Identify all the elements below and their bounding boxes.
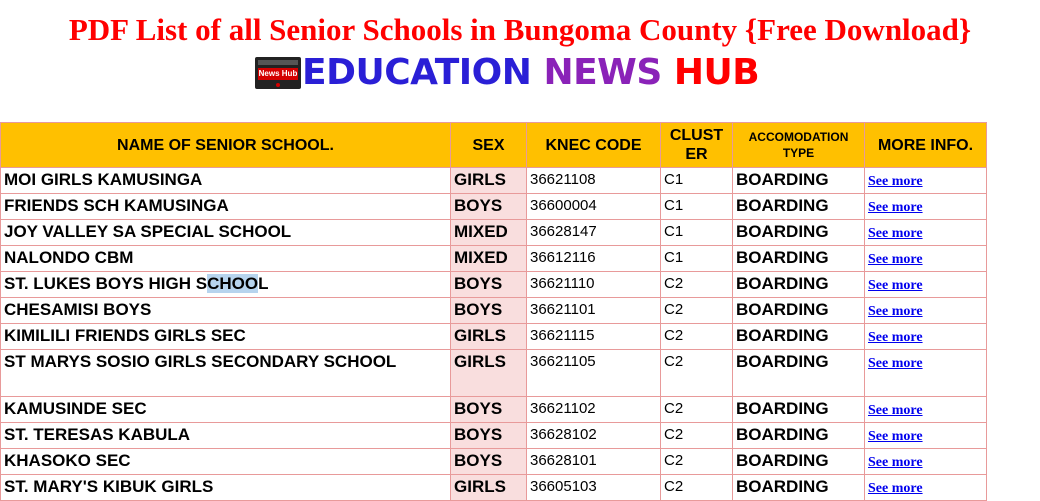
knec-code: 36628147	[527, 220, 661, 246]
accommodation-type: BOARDING	[733, 194, 865, 220]
school-sex: BOYS	[451, 194, 527, 220]
see-more-link[interactable]: See more	[868, 356, 923, 371]
see-more-link[interactable]: See more	[868, 200, 923, 215]
table-row	[1, 475, 987, 501]
see-more-link[interactable]: See more	[868, 174, 923, 189]
brand-word-news: NEWS	[543, 52, 662, 93]
header-more: MORE INFO.	[865, 123, 987, 168]
see-more-link[interactable]: See more	[868, 278, 923, 293]
cluster: C2	[661, 475, 733, 501]
knec-code: 36605103	[527, 475, 661, 501]
school-sex: BOYS	[451, 298, 527, 324]
knec-code: 36621101	[527, 298, 661, 324]
knec-code: 36612116	[527, 246, 661, 272]
page-title: PDF List of all Senior Schools in Bungoma County {Free Download}	[68, 12, 972, 47]
school-name-part: L	[258, 274, 269, 293]
school-sex: GIRLS	[451, 324, 527, 350]
cluster: C1	[661, 168, 733, 194]
accommodation-type: BOARDING	[733, 220, 865, 246]
cluster: C2	[661, 449, 733, 475]
see-more-link[interactable]: See more	[868, 455, 923, 470]
accommodation-type: BOARDING	[733, 449, 865, 475]
cluster: C2	[661, 324, 733, 350]
school-name: KHASOKO SEC	[1, 449, 451, 475]
accommodation-type: BOARDING	[733, 246, 865, 272]
accommodation-type: BOARDING	[733, 397, 865, 423]
site-logo[interactable]	[0, 52, 1040, 92]
school-name: KAMUSINDE SEC	[1, 397, 451, 423]
school-name-part: ST. LUKES BOYS HIGH S	[4, 274, 208, 293]
school-name: ST. TERESAS KABULA	[1, 423, 451, 449]
header-name: NAME OF SENIOR SCHOOL.	[1, 123, 451, 168]
schools-table	[0, 122, 987, 501]
brand-word-education: EDUCATION	[302, 52, 532, 93]
school-sex: BOYS	[451, 397, 527, 423]
accommodation-type: BOARDING	[733, 475, 865, 501]
see-more-link[interactable]: See more	[868, 403, 923, 418]
cluster: C1	[661, 194, 733, 220]
table-row	[1, 220, 987, 246]
accommodation-type: BOARDING	[733, 272, 865, 298]
table-row	[1, 324, 987, 350]
see-more-link[interactable]: See more	[868, 226, 923, 241]
school-name: CHESAMISI BOYS	[1, 298, 451, 324]
knec-code: 36621108	[527, 168, 661, 194]
brand-wordmark	[302, 52, 759, 94]
accommodation-type: BOARDING	[733, 324, 865, 350]
school-name: ST. MARY'S KIBUK GIRLS	[1, 475, 451, 501]
school-name: FRIENDS SCH KAMUSINGA	[1, 194, 451, 220]
knec-code: 36628102	[527, 423, 661, 449]
text-selection-highlight: CHOO	[207, 274, 259, 293]
cluster: C1	[661, 220, 733, 246]
table-row	[1, 168, 987, 194]
knec-code: 36621102	[527, 397, 661, 423]
cluster: C2	[661, 423, 733, 449]
knec-code: 36621105	[527, 350, 661, 397]
accommodation-type: BOARDING	[733, 168, 865, 194]
table-header-row	[1, 123, 987, 168]
table-row	[1, 272, 987, 298]
table-row	[1, 423, 987, 449]
table-row	[1, 397, 987, 423]
cluster: C2	[661, 272, 733, 298]
school-name: KIMILILI FRIENDS GIRLS SEC	[1, 324, 451, 350]
school-name: JOY VALLEY SA SPECIAL SCHOOL	[1, 220, 451, 246]
table-row	[1, 449, 987, 475]
see-more-link[interactable]: See more	[868, 429, 923, 444]
accommodation-type: BOARDING	[733, 298, 865, 324]
header-accommodation: ACCOMODATION TYPE	[733, 123, 865, 168]
cluster: C2	[661, 350, 733, 397]
knec-code: 36621110	[527, 272, 661, 298]
school-name: ST MARYS SOSIO GIRLS SECONDARY SCHOOL	[1, 350, 451, 397]
table-row	[1, 246, 987, 272]
table-row	[1, 350, 987, 397]
see-more-link[interactable]: See more	[868, 304, 923, 319]
table-row	[1, 298, 987, 324]
school-sex: BOYS	[451, 449, 527, 475]
accommodation-type: BOARDING	[733, 350, 865, 397]
school-sex: GIRLS	[451, 350, 527, 397]
see-more-link[interactable]: See more	[868, 330, 923, 345]
school-name	[1, 272, 451, 298]
school-sex: BOYS	[451, 423, 527, 449]
table-row	[1, 194, 987, 220]
school-name: NALONDO CBM	[1, 246, 451, 272]
cluster: C2	[661, 298, 733, 324]
header-code: KNEC CODE	[527, 123, 661, 168]
see-more-link[interactable]: See more	[868, 252, 923, 267]
see-more-link[interactable]: See more	[868, 481, 923, 496]
badge-text: News Hub	[258, 69, 298, 78]
brand-word-hub: HUB	[673, 52, 760, 93]
header-cluster: CLUST ER	[661, 123, 733, 168]
news-hub-badge-icon	[255, 57, 301, 89]
knec-code: 36621115	[527, 324, 661, 350]
school-name: MOI GIRLS KAMUSINGA	[1, 168, 451, 194]
school-sex: MIXED	[451, 246, 527, 272]
cluster: C2	[661, 397, 733, 423]
knec-code: 36628101	[527, 449, 661, 475]
accommodation-type: BOARDING	[733, 423, 865, 449]
school-sex: BOYS	[451, 272, 527, 298]
school-sex: MIXED	[451, 220, 527, 246]
knec-code: 36600004	[527, 194, 661, 220]
school-sex: GIRLS	[451, 168, 527, 194]
cluster: C1	[661, 246, 733, 272]
school-sex: GIRLS	[451, 475, 527, 501]
header-sex: SEX	[451, 123, 527, 168]
